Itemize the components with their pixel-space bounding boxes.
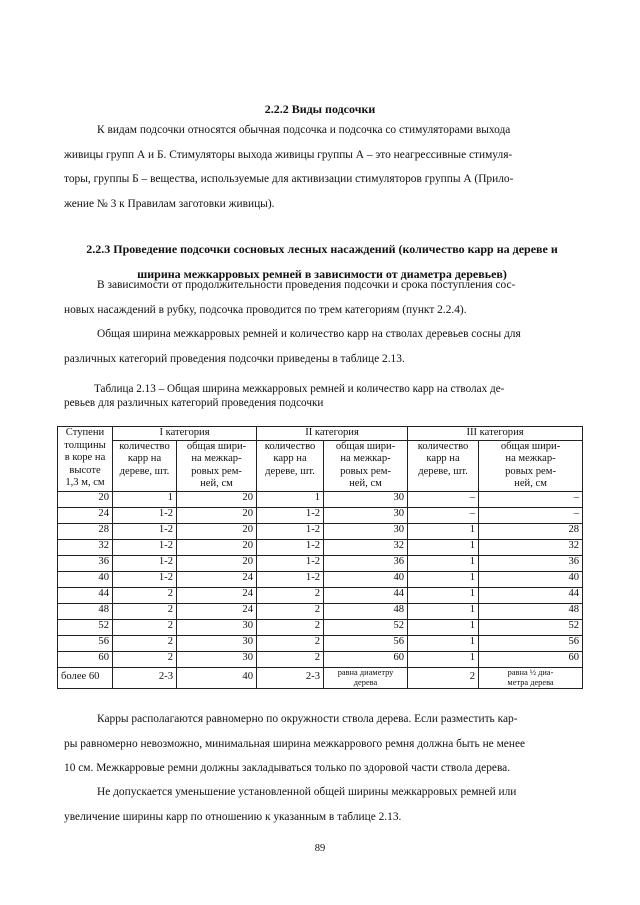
header-line: ровых рем- [505, 465, 556, 477]
table-cell: 1 [408, 587, 479, 603]
table-cell: 30 [177, 619, 257, 635]
caption-line: ревьев для различных категорий проведения подсочки [64, 397, 324, 409]
text-line: торы, группы Б – вещества, используемые для активизации стимуляторов группы А (Прило- [64, 173, 514, 185]
table-cell: 1-2 [257, 571, 324, 587]
table-cell: 1-2 [113, 555, 177, 571]
header-width [177, 440, 257, 491]
after-table-paragraph-1 [64, 707, 580, 781]
table-cell: 30 [324, 491, 408, 507]
table-cell: 20 [58, 491, 113, 507]
header-line: на межкар- [340, 453, 391, 464]
table-cell: 1 [408, 635, 479, 651]
table-cell: 2 [113, 587, 177, 603]
table-cell: 36 [324, 555, 408, 571]
table-cell: 24 [177, 587, 257, 603]
text-line: увеличение ширины карр по отношению к указанным в таблице 2.13. [64, 810, 402, 823]
table-row [58, 571, 583, 587]
table-cell: 30 [324, 507, 408, 523]
table-row [58, 507, 583, 523]
header-category-3: III категория [408, 427, 583, 441]
table-cell: 2 [408, 667, 479, 688]
header-line: толщины [64, 439, 106, 451]
table-cell: 40 [58, 571, 113, 587]
header-line: общая шири- [186, 440, 247, 452]
table-cell: 44 [58, 587, 113, 603]
text-line: новых насаждений в рубку, подсочка проводится по трем категориям (пункт 2.2.4). [64, 303, 467, 316]
table-cell: 60 [324, 651, 408, 667]
header-count [408, 440, 479, 491]
cell-line: равна диаметру [337, 667, 394, 677]
table-cell: 1-2 [113, 571, 177, 587]
section-223-paragraph-2 [64, 322, 580, 371]
table-row [58, 667, 583, 688]
table-cell: 24 [58, 507, 113, 523]
cell-line: дерева [353, 677, 378, 687]
table-cell: 20 [177, 491, 257, 507]
table-cell [324, 667, 408, 688]
header-line: дереве, шт. [418, 465, 468, 477]
header-line: дереве, шт. [119, 465, 170, 477]
header-line: ровых рем- [340, 465, 391, 477]
table-cell: 44 [324, 587, 408, 603]
table-cell: 52 [324, 619, 408, 635]
table-row [58, 539, 583, 555]
header-line: дереве, шт. [265, 465, 315, 477]
table-cell [479, 667, 583, 688]
header-line: высоте [69, 464, 101, 476]
table-cell: 30 [177, 635, 257, 651]
caption-line: Таблица 2.13 – Общая ширина межкарровых ремней и количество карр на стволах де- [94, 383, 505, 395]
table-cell: 24 [177, 603, 257, 619]
table-cell: 1 [408, 555, 479, 571]
table-cell: 1 [408, 603, 479, 619]
table-row [58, 603, 583, 619]
header-line: ней, см [514, 478, 547, 489]
table-cell: 20 [177, 539, 257, 555]
header-line: количество [417, 440, 469, 452]
table-cell: 2 [113, 635, 177, 651]
header-diameter [58, 427, 113, 492]
table-cell: 1-2 [113, 539, 177, 555]
table-cell: 44 [479, 587, 583, 603]
table-cell: 30 [177, 651, 257, 667]
table-cell: 1 [408, 571, 479, 587]
header-line: карр на [273, 453, 307, 464]
table-cell: 36 [58, 555, 113, 571]
table-cell: 1-2 [113, 523, 177, 539]
table-cell: 32 [324, 539, 408, 555]
table-cell: 2 [257, 603, 324, 619]
header-line: карр на [127, 453, 162, 464]
table-cell: 1 [408, 539, 479, 555]
table-cell: 2-3 [257, 667, 324, 688]
table-row [58, 587, 583, 603]
header-line: ровых рем- [191, 465, 242, 477]
table-cell: 20 [177, 555, 257, 571]
table-cell: 2 [257, 619, 324, 635]
table-cell: 2 [113, 619, 177, 635]
text-line: Не допускается уменьшение установленной общей ширины межкарровых ремней или [97, 786, 517, 798]
table-cell: 1 [408, 619, 479, 635]
table-cell: 32 [58, 539, 113, 555]
table-cell: 2 [257, 651, 324, 667]
table-cell: 56 [324, 635, 408, 651]
table-cell: – [479, 491, 583, 507]
header-width [479, 440, 583, 491]
header-line: 1,3 м, см [65, 477, 105, 488]
text-line: Карры располагаются равномерно по окружности ствола дерева. Если разместить кар- [97, 713, 518, 725]
table-cell: – [408, 491, 479, 507]
table-cell: 1-2 [257, 507, 324, 523]
table-row [58, 555, 583, 571]
table-cell: 40 [479, 571, 583, 587]
table-cell: 1 [408, 523, 479, 539]
table-row [58, 491, 583, 507]
table-row [58, 523, 583, 539]
header-line: карр на [426, 453, 460, 464]
table-cell: 40 [177, 667, 257, 688]
table-body [58, 491, 583, 688]
header-line: ней, см [200, 478, 233, 489]
table-cell: 56 [479, 635, 583, 651]
table-caption [64, 382, 580, 410]
after-table-paragraph-2 [64, 780, 580, 829]
header-category-2: II категория [257, 427, 408, 441]
table-cell: 1-2 [257, 523, 324, 539]
table-cell: 28 [479, 523, 583, 539]
header-line: общая шири- [500, 440, 561, 452]
table-cell: 20 [177, 507, 257, 523]
table-cell: – [408, 507, 479, 523]
header-count [257, 440, 324, 491]
header-line: общая шири- [335, 440, 396, 452]
table-cell: 2 [113, 603, 177, 619]
table-row [58, 619, 583, 635]
table-cell: 1 [257, 491, 324, 507]
table-cell: 30 [324, 523, 408, 539]
text-line: ры равномерно невозможно, минимальная ширина межкаррового ремня должна быть не менее [64, 737, 526, 750]
cell-line: равна ½ диа- [507, 667, 554, 677]
text-line: Общая ширина межкарровых ремней и количество карр на стволах деревьев сосны для [97, 328, 521, 340]
title-line: 2.2.3 Проведение подсочки сосновых лесных насаждений (количество карр на дереве и [86, 242, 558, 256]
header-line: Ступени [65, 427, 105, 438]
text-line: жение № 3 к Правилам заготовки живицы). [64, 197, 275, 210]
header-width [324, 440, 408, 491]
table-cell: 20 [177, 523, 257, 539]
table-cell: 52 [479, 619, 583, 635]
table-cell: 40 [324, 571, 408, 587]
table-row [58, 651, 583, 667]
table-cell: 48 [479, 603, 583, 619]
table-cell: 2 [257, 635, 324, 651]
table-cell: 1 [408, 651, 479, 667]
table-cell: 48 [58, 603, 113, 619]
header-count [113, 440, 177, 491]
table-cell: 24 [177, 571, 257, 587]
table-cell: – [479, 507, 583, 523]
section-222-paragraph [64, 118, 580, 216]
table-cell: 1-2 [257, 555, 324, 571]
table-cell: 48 [324, 603, 408, 619]
table-cell: 2 [113, 651, 177, 667]
table-cell: 52 [58, 619, 113, 635]
header-line: количество [119, 440, 170, 452]
table-cell: 56 [58, 635, 113, 651]
table-cell: 60 [479, 651, 583, 667]
table-cell: 2 [257, 587, 324, 603]
text-line: В зависимости от продолжительности проведения подсочки и срока поступления сос- [97, 279, 516, 291]
text-line: 10 см. Межкарровые ремни должны закладываться только по здоровой части ствола дерева. [64, 762, 511, 774]
text-line: различных категорий проведения подсочки приведены в таблице 2.13. [64, 352, 405, 365]
header-category-1: I категория [113, 427, 257, 441]
section-223-paragraph-1 [64, 273, 580, 322]
table-cell: 36 [479, 555, 583, 571]
table-cell: 1-2 [113, 507, 177, 523]
table-cell: 32 [479, 539, 583, 555]
text-line: живицы групп А и Б. Стимуляторы выхода живицы группы А – это неагрессивные стимуля- [64, 148, 513, 161]
header-line: на межкар- [505, 453, 556, 464]
table-cell: 60 [58, 651, 113, 667]
header-line: на межкар- [191, 453, 242, 464]
header-line: в коре на [64, 452, 106, 463]
table-cell: 1-2 [257, 539, 324, 555]
table-cell: 2-3 [113, 667, 177, 688]
text-line: К видам подсочки относятся обычная подсочка и подсочка со стимуляторами выхода [97, 124, 511, 136]
table-cell: 1 [113, 491, 177, 507]
cell-line: метра дерева [507, 677, 554, 687]
header-line: ней, см [349, 478, 382, 489]
table-row [58, 635, 583, 651]
section-222-title: 2.2.2 Виды подсочки [264, 102, 376, 116]
header-line: количество [264, 440, 316, 452]
page-number: 89 [314, 843, 326, 854]
table-cell: 28 [58, 523, 113, 539]
table-cell: более 60 [58, 667, 113, 688]
table-2-13 [57, 426, 583, 689]
title-line: ширина межкарровых ремней в зависимости от диаметра деревьев) [137, 266, 507, 281]
